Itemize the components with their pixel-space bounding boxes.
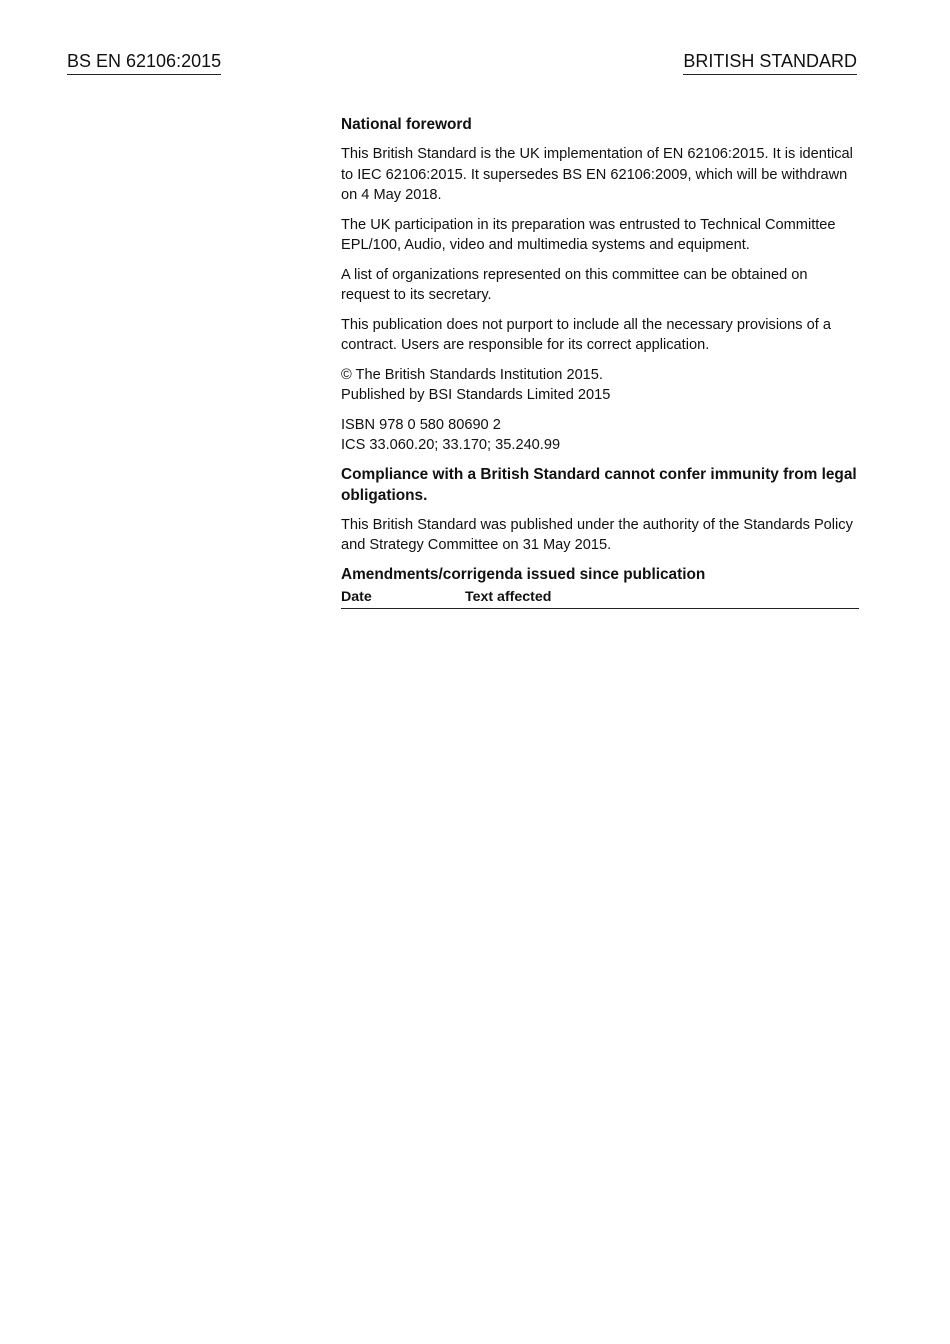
foreword-paragraph-organizations: A list of organizations represented on this committee can be obtained on request to its secretary. — [341, 266, 808, 303]
national-foreword-section — [341, 114, 859, 609]
isbn-line: ISBN 978 0 580 80690 2 — [341, 416, 501, 433]
header-document-type: BRITISH STANDARD — [683, 50, 857, 75]
foreword-title: National foreword — [341, 116, 472, 133]
copyright-block — [341, 365, 859, 406]
amendments-title: Amendments/corrigenda issued since publication — [341, 565, 706, 583]
identifiers-block — [341, 415, 859, 456]
foreword-paragraph-implementation: This British Standard is the UK implementation of EN 62106:2015. It is identical to IEC 62106:2015. It supersedes BS EN 62106:2009, which will be withdrawn on 4 May 2018. — [341, 146, 853, 203]
foreword-paragraph-committee: The UK participation in its preparation was entrusted to Technical Committee EPL/100, Audio, video and multimedia systems and equipment. — [341, 216, 836, 253]
publisher-line: Published by BSI Standards Limited 2015 — [341, 387, 611, 403]
amendments-table-header — [341, 587, 859, 609]
compliance-notice: Compliance with a British Standard cannot confer immunity from legal obligations. — [341, 465, 857, 504]
foreword-paragraph-provisions: This publication does not purport to include all the necessary provisions of a contract. Users are responsible for its correct application. — [341, 316, 831, 353]
column-header-date: Date — [341, 588, 372, 605]
ics-line: ICS 33.060.20; 33.170; 35.240.99 — [341, 437, 561, 453]
authority-paragraph: This British Standard was published under the authority of the Standards Policy and Strategy Committee on 31 May 2015. — [341, 516, 853, 553]
header-standard-number: BS EN 62106:2015 — [67, 50, 221, 75]
column-header-text-affected: Text affected — [465, 588, 552, 605]
copyright-line: © The British Standards Institution 2015. — [341, 366, 603, 383]
